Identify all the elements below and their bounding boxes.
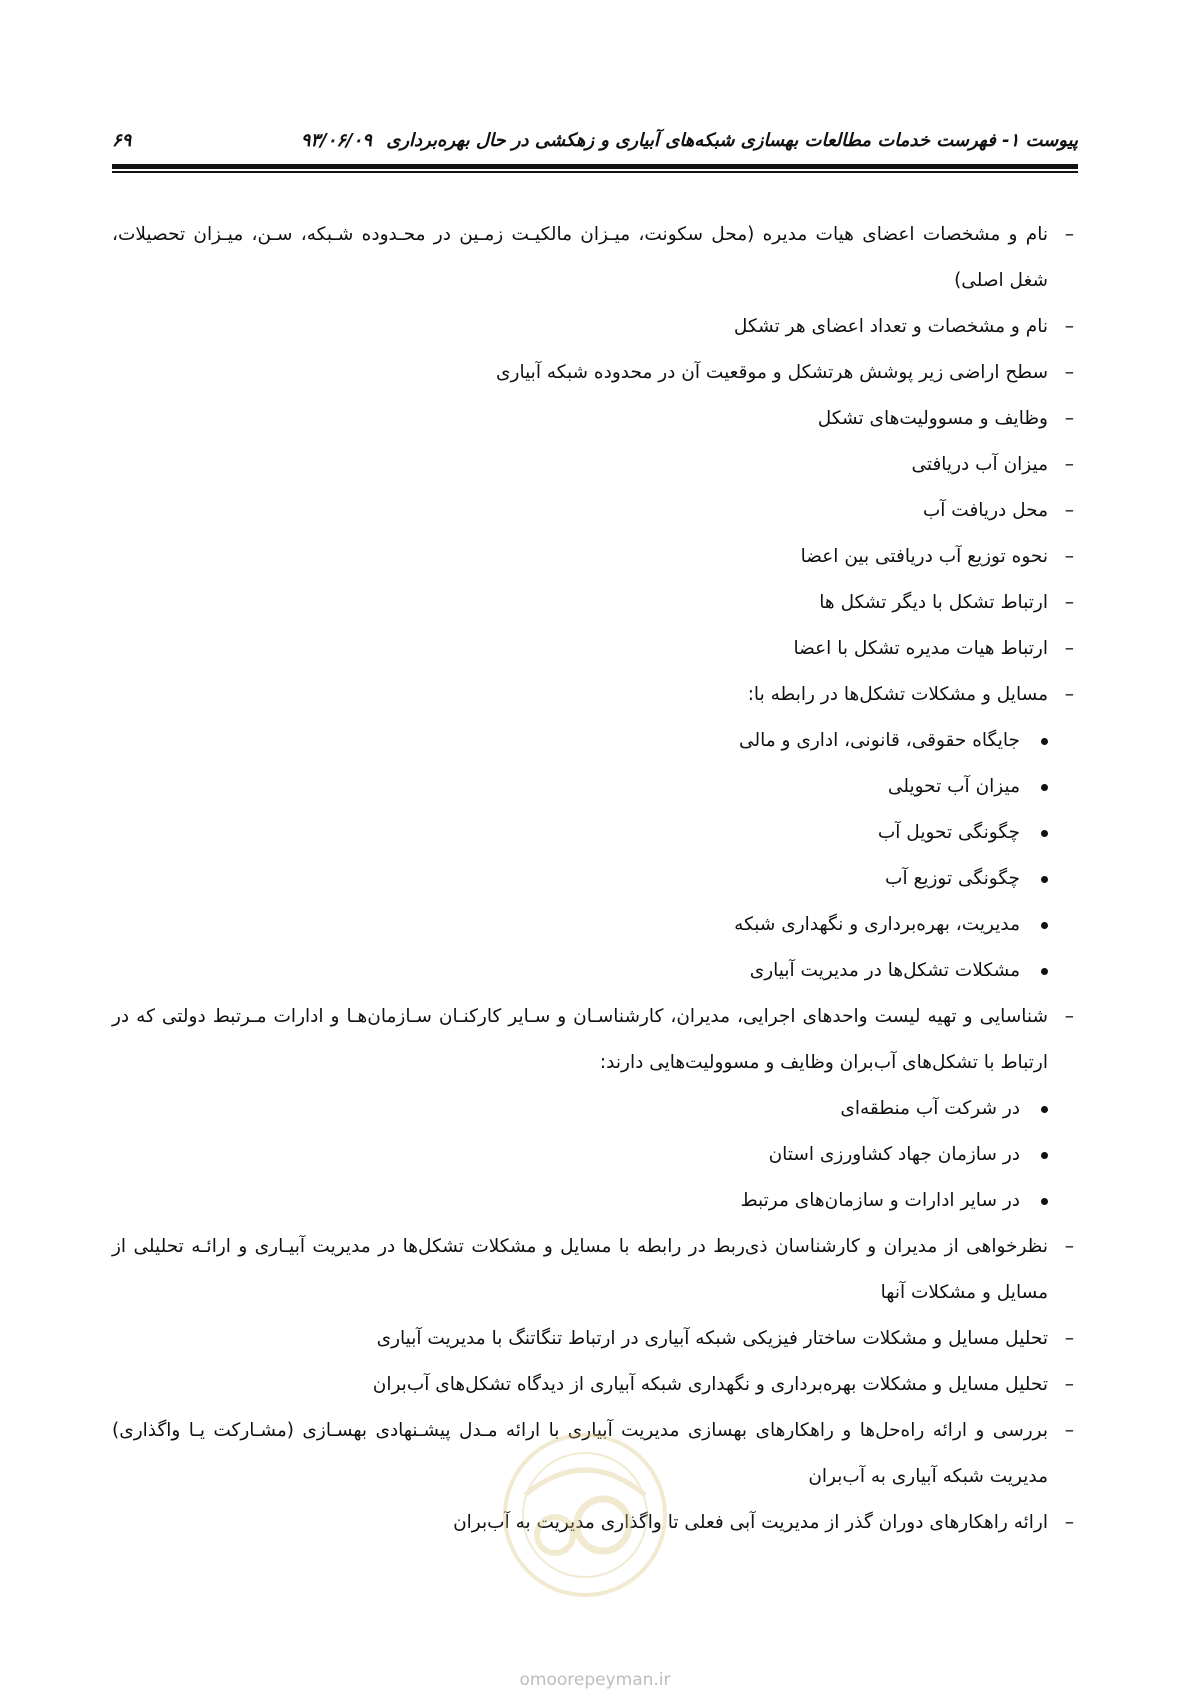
watermark-site-text: omoorepeyman.ir bbox=[519, 1670, 671, 1690]
bullet-dot-icon bbox=[1041, 1198, 1048, 1205]
item-text: نحوه توزیع آب دریافتی بین اعضا bbox=[800, 546, 1048, 567]
bullet-item bbox=[112, 902, 1078, 948]
header-date: ۹۳/۰۶/۰۹ bbox=[300, 130, 372, 151]
item-text: جایگاه حقوقی، قانونی، اداری و مالی bbox=[739, 730, 1020, 751]
list-item bbox=[112, 994, 1078, 1086]
item-text: چگونگی تحویل آب bbox=[877, 822, 1020, 843]
item-text: مسایل و مشکلات تشکل‌ها در رابطه با: bbox=[747, 684, 1048, 705]
item-text: مدیریت، بهره‌برداری و نگهداری شبکه bbox=[734, 914, 1020, 935]
bullet-item bbox=[112, 810, 1078, 856]
bullet-dot-icon bbox=[1041, 922, 1048, 929]
item-text: محل دریافت آب bbox=[922, 500, 1048, 521]
bullet-item bbox=[112, 718, 1078, 764]
item-text: در شرکت آب منطقه‌ای bbox=[840, 1098, 1020, 1119]
list-item bbox=[112, 442, 1078, 488]
item-text: نام و مشخصات اعضای هیات مدیره (محل سکونت، میـزان مالکیـت زمـین در محـدوده شـبکه، سـن، میـزان تحصیلات، شغل اصلی) bbox=[112, 224, 1048, 291]
dash-marker: – bbox=[1064, 362, 1074, 383]
dash-marker: – bbox=[1064, 684, 1074, 705]
header-title bbox=[301, 130, 1078, 151]
item-text: ارتباط تشکل با دیگر تشکل ها bbox=[819, 592, 1048, 613]
dash-marker: – bbox=[1064, 1236, 1074, 1257]
item-text: در سازمان جهاد کشاورزی استان bbox=[768, 1144, 1020, 1165]
item-text: سطح اراضی زیر پوشش هرتشکل و موقعیت آن در محدوده شبکه آبیاری bbox=[496, 362, 1048, 383]
list-item bbox=[112, 304, 1078, 350]
dash-marker: – bbox=[1064, 454, 1074, 475]
bullet-dot-icon bbox=[1041, 968, 1048, 975]
dash-marker: – bbox=[1064, 316, 1074, 337]
dash-marker: – bbox=[1064, 638, 1074, 659]
dash-marker: – bbox=[1064, 1374, 1074, 1395]
bullet-item bbox=[112, 1178, 1078, 1224]
item-text: بررسی و ارائه راه‌حل‌ها و راهکارهای بهسازی مدیریت آبیاری با ارائه مـدل پیشـنهادی بهسـازی (مشـارکت یـا واگذاری) مدیریت شبکه آبیاری به آب‌بران bbox=[112, 1420, 1048, 1487]
list-item bbox=[112, 396, 1078, 442]
list-item bbox=[112, 1362, 1078, 1408]
dash-marker: – bbox=[1064, 500, 1074, 521]
header-title-text: پیوست ۱- فهرست خدمات مطالعات بهسازی شبکه‌های آبیاری و زهکشی در حال بهره‌برداری bbox=[386, 130, 1078, 151]
bullet-dot-icon bbox=[1041, 1106, 1048, 1113]
list-item bbox=[112, 672, 1078, 718]
dash-marker: – bbox=[1064, 1512, 1074, 1533]
bullet-item bbox=[112, 764, 1078, 810]
list-item bbox=[112, 626, 1078, 672]
bullet-item bbox=[112, 1132, 1078, 1178]
dash-marker: – bbox=[1064, 1006, 1074, 1027]
bullet-dot-icon bbox=[1041, 784, 1048, 791]
list-item bbox=[112, 1316, 1078, 1362]
item-text: مشکلات تشکل‌ها در مدیریت آبیاری bbox=[749, 960, 1020, 981]
dash-marker: – bbox=[1064, 592, 1074, 613]
list-item bbox=[112, 350, 1078, 396]
item-text: میزان آب دریافتی bbox=[911, 454, 1048, 475]
item-text: در سایر ادارات و سازمان‌های مرتبط bbox=[740, 1190, 1020, 1211]
document-body bbox=[112, 212, 1078, 1546]
item-text: وظایف و مسوولیت‌های تشکل bbox=[817, 408, 1048, 429]
item-text: تحلیل مسایل و مشکلات ساختار فیزیکی شبکه آبیاری در ارتباط تنگاتنگ با مدیریت آبیاری bbox=[376, 1328, 1048, 1349]
bullet-dot-icon bbox=[1041, 876, 1048, 883]
bullet-dot-icon bbox=[1041, 738, 1048, 745]
item-text: شناسایی و تهیه لیست واحدهای اجرایی، مدیران، کارشناسـان و سـایر کارکنـان سـازمان‌هـا و ادارات مـرتبط دولتی که در ارتباط با تشکل‌های آب‌بران وظایف و مسوولیت‌هایی دارند: bbox=[112, 1006, 1048, 1073]
list-item bbox=[112, 488, 1078, 534]
header-rule-thin bbox=[112, 171, 1078, 173]
page-number: ۶۹ bbox=[112, 130, 132, 151]
item-text: ارائه راهکارهای دوران گذر از مدیریت آبی فعلی تا واگذاری مدیریت به آب‌بران bbox=[453, 1512, 1048, 1533]
dash-marker: – bbox=[1064, 408, 1074, 429]
header-rule-thick bbox=[112, 164, 1078, 169]
bullet-dot-icon bbox=[1041, 1152, 1048, 1159]
dash-marker: – bbox=[1064, 1328, 1074, 1349]
dash-marker: – bbox=[1064, 1420, 1074, 1441]
dash-marker: – bbox=[1064, 546, 1074, 567]
page-header bbox=[112, 122, 1078, 158]
dash-marker: – bbox=[1064, 224, 1074, 245]
list-item bbox=[112, 212, 1078, 304]
item-text: نام و مشخصات و تعداد اعضای هر تشکل bbox=[733, 316, 1048, 337]
item-text: تحلیل مسایل و مشکلات بهره‌برداری و نگهداری شبکه آبیاری از دیدگاه تشکل‌های آب‌بران bbox=[372, 1374, 1048, 1395]
item-text: چگونگی توزیع آب bbox=[885, 868, 1020, 889]
bullet-item bbox=[112, 948, 1078, 994]
list-item bbox=[112, 1224, 1078, 1316]
item-text: نظرخواهی از مدیران و کارشناسان ذی‌ربط در رابطه با مسایل و مشکلات تشکل‌ها در مدیریت آبیـاری و ارائـه تحلیلی از مسایل و مشکلات آنها bbox=[112, 1236, 1048, 1303]
list-item bbox=[112, 534, 1078, 580]
item-text: میزان آب تحویلی bbox=[887, 776, 1020, 797]
item-text: ارتباط هیات مدیره تشکل با اعضا bbox=[793, 638, 1048, 659]
watermark-seal bbox=[485, 1425, 685, 1605]
watermark-site bbox=[0, 1670, 1190, 1690]
bullet-dot-icon bbox=[1041, 830, 1048, 837]
bullet-item bbox=[112, 1086, 1078, 1132]
list-item bbox=[112, 580, 1078, 626]
bullet-item bbox=[112, 856, 1078, 902]
